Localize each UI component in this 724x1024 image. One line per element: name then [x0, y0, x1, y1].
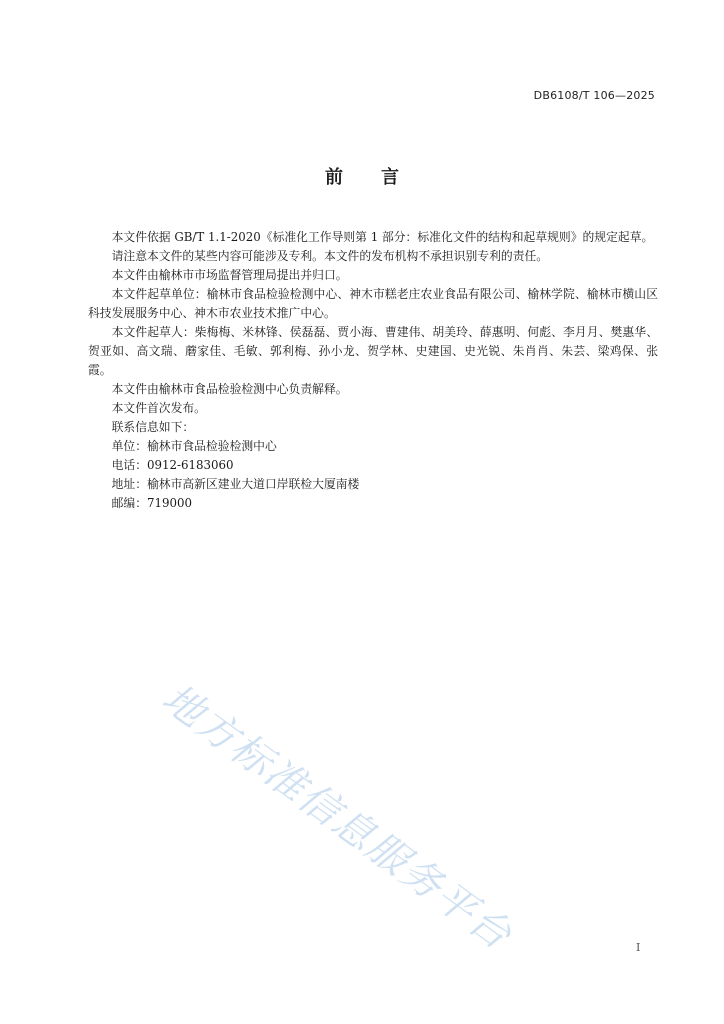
- paragraph-contact-intro: 联系信息如下：: [111, 420, 195, 434]
- contact-unit: 单位：榆林市食品检验检测中心: [111, 439, 277, 453]
- watermark: 地方标准信息服务平台: [153, 675, 521, 960]
- contact-address: 地址：榆林市高新区建业大道口岸联检大厦南楼: [111, 477, 360, 491]
- page-title: [0, 163, 724, 189]
- document-code: DB6108/T 106—2025: [533, 89, 655, 102]
- paragraph-drafters: 本文件起草人：柴梅梅、米林锋、侯磊磊、贾小海、曹建伟、胡美玲、薛惠明、何彪、李月月、樊惠华、贺亚如、高文瑞、蘑家佳、毛敏、郭利梅、孙小龙、贺学林、史建国、史光锐、朱肖肖、朱芸、梁鸡保、张霞。: [88, 325, 658, 377]
- contact-postcode: 邮编：719000: [111, 496, 193, 510]
- foreword-body: [88, 228, 658, 513]
- paragraph-patent-notice: 请注意本文件的某些内容可能涉及专利。本文件的发布机构不承担识别专利的责任。: [111, 249, 549, 263]
- paragraph-interpretation: 本文件由榆林市食品检验检测中心负责解释。: [111, 382, 348, 396]
- page-number: I: [636, 941, 641, 954]
- paragraph-basis: 本文件依据 GB/T 1.1-2020《标准化工作导则第 1 部分：标准化文件的结构和起草规则》的规定起草。: [111, 230, 654, 244]
- paragraph-first-release: 本文件首次发布。: [111, 401, 206, 415]
- title-char-2: 言: [381, 167, 399, 188]
- contact-phone: 电话：0912-6183060: [111, 458, 234, 472]
- paragraph-proposer: 本文件由榆林市市场监督管理局提出并归口。: [111, 268, 348, 282]
- paragraph-drafting-units: 本文件起草单位：榆林市食品检验检测中心、神木市糕老庄农业食品有限公司、榆林学院、榆林市横山区科技发展服务中心、神木市农业技术推广中心。: [88, 287, 658, 320]
- title-char-1: 前: [325, 167, 343, 188]
